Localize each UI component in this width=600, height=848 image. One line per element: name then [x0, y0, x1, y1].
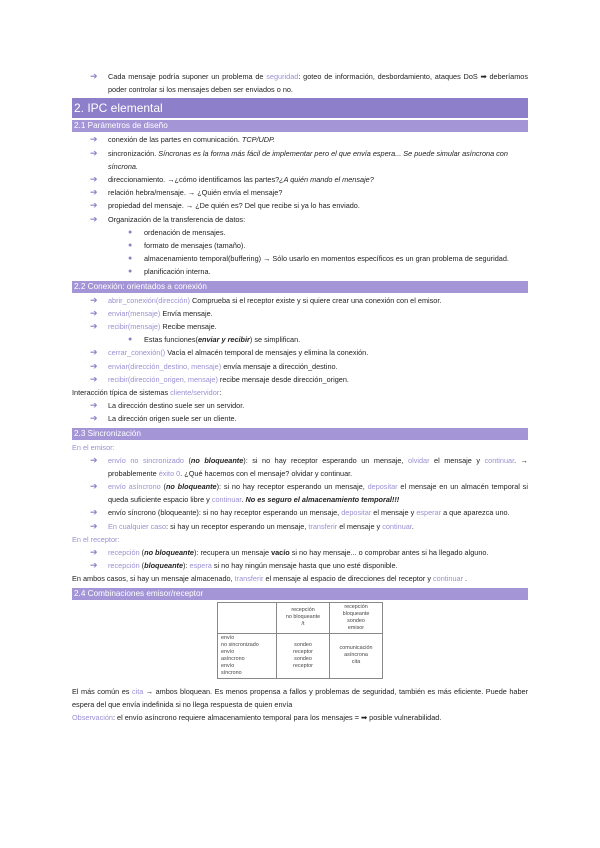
text: (	[139, 561, 145, 571]
text: envío síncrono (bloqueante): si no hay receptor esperando un mensaje,	[108, 508, 342, 518]
accent-text: continuar	[433, 574, 464, 584]
table-cell: recepción bloqueante sondeo emisor	[330, 602, 383, 633]
table-cell: envío no sincronizado envío asíncrono envío síncrono	[218, 633, 277, 678]
text: Recibe mensaje.	[160, 322, 217, 332]
text: .	[241, 495, 246, 505]
text: planificación interna.	[144, 267, 211, 277]
arrow-bullet-icon: ➔	[90, 454, 98, 465]
text: Comprueba si el receptor existe y si quiere crear una conexión con el emisor.	[189, 295, 442, 305]
code-text: enviar(mensaje)	[108, 308, 161, 318]
combinations-table	[217, 602, 383, 679]
text: ): si no hay receptor esperando un mensaje,	[243, 455, 409, 465]
text: a que aparezca uno.	[441, 508, 510, 518]
table-cell: recepción no bloqueante /t	[277, 602, 330, 633]
list-item	[72, 186, 528, 199]
text: ): si no hay receptor esperando un mensaje,	[216, 482, 368, 492]
accent-text: recepción	[108, 547, 140, 557]
heading-2-4: 2.4 Combinaciones emisor/receptor	[72, 588, 528, 600]
arrow-bullet-icon: ➔	[90, 373, 98, 384]
list-item	[72, 546, 528, 559]
accent-text: cita	[131, 686, 144, 696]
paragraph-cita	[72, 685, 528, 711]
dot-bullet-icon: ●	[128, 242, 133, 250]
paragraph	[72, 572, 528, 585]
accent-text: éxito 0	[158, 468, 181, 478]
text: ordenación de mensajes.	[144, 227, 226, 237]
italic-text: TCP/UDP.	[241, 135, 275, 145]
bold-italic-text: No es seguro el almacenamiento temporal!!!	[245, 495, 400, 505]
text: → ambos bloquean. Es menos propensa a fallos y problemas de seguridad, también es más eficiente. Puede haber espera del que envía indefinida si no llega respuesta de quien envía	[72, 686, 529, 709]
text: (	[160, 482, 166, 492]
arrow-bullet-icon: ➔	[90, 546, 98, 557]
list-item	[72, 199, 528, 212]
arrow-bullet-icon: ➔	[90, 294, 98, 305]
list-item	[72, 147, 528, 173]
text: el mensaje al espacio de direcciones del receptor y	[263, 574, 433, 584]
heading-2-1: 2.1 Parámetros de diseño	[72, 120, 528, 132]
sub-list-item	[72, 333, 528, 346]
heading-2-3: 2.3 Sincronización	[72, 428, 528, 440]
arrow-bullet-icon: ➔	[90, 307, 98, 318]
arrow-bullet-icon: ➔	[90, 147, 98, 158]
table-row	[218, 633, 383, 678]
dot-bullet-icon: ●	[128, 268, 133, 276]
accent-text: Observación	[72, 712, 113, 722]
list-item	[72, 294, 528, 307]
list-item	[72, 307, 528, 320]
text: La dirección destino suele ser un servidor.	[108, 401, 245, 411]
receptor-label: En el receptor:	[72, 534, 120, 544]
paragraph-observacion	[72, 711, 528, 724]
bold-italic-text: no bloqueante	[144, 547, 194, 557]
italic-text: ¿A quién mando el mensaje?	[279, 175, 374, 185]
text: Estas funciones(	[144, 335, 198, 345]
accent-text: depositar	[367, 482, 398, 492]
list-item	[72, 373, 528, 386]
accent-text: envío no sincronizado	[108, 455, 184, 465]
text: sincronización.	[108, 148, 159, 158]
table-cell	[218, 602, 277, 633]
text: El más común es	[72, 686, 132, 696]
accent-text: espera	[189, 561, 212, 571]
sub-list-item	[72, 239, 528, 252]
code-text: enviar(dirección_destino, mensaje)	[108, 361, 222, 371]
accent-text: olvidar	[408, 455, 430, 465]
text: ):	[183, 561, 190, 571]
arrow-bullet-icon: ➔	[90, 560, 98, 571]
table-row	[218, 602, 383, 633]
heading-ipc-elemental: 2. IPC elemental	[72, 98, 528, 118]
table-cell: sondeo receptor sondeo receptor	[277, 633, 330, 678]
dot-bullet-icon: ●	[128, 336, 133, 344]
text: . ¿Qué hacemos con el mensaje? olvidar y continuar.	[180, 468, 353, 478]
heading-2-2: 2.2 Conexión: orientados a conexión	[72, 281, 528, 293]
arrow-bullet-icon: ➔	[90, 413, 98, 424]
emisor-label: En el emisor:	[72, 442, 115, 452]
text: (	[183, 455, 191, 465]
accent-text: seguridad	[266, 72, 299, 81]
text: si no hay ningún mensaje hasta que uno esté disponible.	[211, 561, 398, 571]
list-item	[72, 412, 528, 425]
text: .	[411, 521, 414, 531]
text: : si hay un receptor esperando un mensaje,	[166, 521, 309, 531]
sub-list-item	[72, 265, 528, 278]
text: : el envío asíncrono requiere almacenamiento temporal para los mensajes = ➡ posible vulnerabilidad.	[112, 712, 442, 722]
code-text: abrir_conexión(dirección)	[108, 295, 190, 305]
text: Interacción típica de sistemas	[72, 388, 171, 398]
code-text: recibir(dirección_origen, mensaje)	[108, 374, 218, 384]
table-cell: comunicación asíncrona cita	[330, 633, 383, 678]
text: .	[463, 574, 468, 584]
bold-italic-text: enviar y recibir	[197, 335, 250, 345]
list-item	[72, 213, 528, 226]
dot-bullet-icon: ●	[128, 228, 133, 236]
text: formato de mensajes (tamaño).	[144, 241, 246, 251]
sub-list-item	[72, 252, 528, 265]
list-item	[72, 559, 528, 572]
accent-text: esperar	[416, 508, 442, 518]
list-item	[72, 320, 528, 333]
accent-text: transferir	[308, 521, 338, 531]
accent-text: recepción	[108, 561, 140, 571]
accent-text: envío asíncrono	[108, 482, 161, 492]
combinations-table-wrap	[72, 602, 528, 679]
accent-text: En cualquier caso	[108, 521, 167, 531]
arrow-bullet-icon: ➔	[90, 507, 98, 518]
text: relación hebra/mensaje. → ¿Quién envía el mensaje?	[108, 188, 283, 198]
list-item	[72, 399, 528, 412]
arrow-bullet-icon: ➔	[90, 360, 98, 371]
text: conexión de las partes en comunicación.	[108, 135, 242, 145]
text: :	[219, 388, 222, 398]
text: propiedad del mensaje. → ¿De quién es? Del que recibe si ya lo has enviado.	[108, 201, 360, 211]
accent-text: continuar	[211, 495, 242, 505]
text: ) se simplifican.	[249, 335, 301, 345]
bold-italic-text: no bloqueante	[165, 482, 217, 492]
arrow-bullet-icon: ➔	[90, 400, 98, 411]
accent-text: depositar	[341, 508, 372, 518]
code-text: cerrar_conexión()	[108, 348, 166, 358]
text: La dirección origen suele ser un cliente.	[108, 414, 237, 424]
list-item	[72, 454, 528, 480]
italic-text: Síncronas es la forma más fácil de implementar pero el que envía espera... Se puede simular asíncrona con síncrona.	[108, 148, 508, 171]
list-item	[72, 173, 528, 186]
text: el mensaje y	[429, 455, 485, 465]
accent-text: transferir	[234, 574, 264, 584]
text: el mensaje en un almacén temporal si queda suficiente espacio libre y	[108, 482, 528, 505]
text: si no hay mensaje... o comprobar antes si ha llegado alguno.	[289, 547, 489, 557]
sub-list-item	[72, 226, 528, 239]
accent-text: continuar	[484, 455, 515, 465]
text: Vacía el almacén temporal de mensajes y elimina la conexión.	[165, 348, 369, 358]
text: . → probablemente	[108, 455, 528, 478]
list-item	[72, 360, 528, 373]
interaction-text	[72, 386, 528, 399]
list-item	[72, 520, 528, 533]
text: recibe mensaje desde dirección_origen.	[217, 374, 349, 384]
document-content	[72, 70, 528, 724]
bullet-seguridad	[72, 70, 528, 96]
list-item	[72, 346, 528, 359]
text: el mensaje y	[337, 521, 383, 531]
text: almacenamiento temporal(buffering) → Sólo usarlo en momentos específicos es un gran problema de seguridad.	[144, 254, 509, 264]
text: direccionamiento. →¿cómo identificamos las partes?	[108, 175, 280, 185]
text: ): recupera un mensaje	[193, 547, 272, 557]
arrow-bullet-icon: ➔	[90, 200, 98, 211]
list-item	[72, 480, 528, 506]
accent-text: cliente/servidor	[170, 388, 220, 398]
arrow-bullet-icon: ➔	[90, 520, 98, 531]
text: : goteo de información, desbordamiento, ataques DoS ➡ deberíamos poder controlar si los mensajes deben ser enviados o no.	[108, 72, 528, 95]
arrow-bullet-icon: ➔	[90, 347, 98, 358]
arrow-bullet-icon: ➔	[90, 481, 98, 492]
bold-text: vacío	[271, 547, 290, 557]
text: En ambos casos, si hay un mensaje almacenado,	[72, 574, 235, 584]
text: Envía mensaje.	[160, 308, 213, 318]
list-item	[72, 133, 528, 146]
bold-italic-text: no bloqueante	[190, 455, 244, 465]
arrow-bullet-icon: ➔	[90, 71, 98, 81]
text: envía mensaje a dirección_destino.	[221, 361, 338, 371]
text: Organización de la transferencia de datos:	[108, 214, 246, 224]
text: el mensaje y	[371, 508, 417, 518]
arrow-bullet-icon: ➔	[90, 134, 98, 145]
arrow-bullet-icon: ➔	[90, 174, 98, 185]
arrow-bullet-icon: ➔	[90, 321, 98, 332]
dot-bullet-icon: ●	[128, 255, 133, 263]
arrow-bullet-icon: ➔	[90, 213, 98, 224]
arrow-bullet-icon: ➔	[90, 187, 98, 198]
list-item	[72, 506, 528, 519]
text: Cada mensaje podría suponer un problema de	[108, 72, 267, 81]
accent-text: continuar	[382, 521, 412, 531]
bold-italic-text: bloqueante	[144, 561, 184, 571]
text: (	[139, 547, 145, 557]
code-text: recibir(mensaje)	[108, 322, 161, 332]
